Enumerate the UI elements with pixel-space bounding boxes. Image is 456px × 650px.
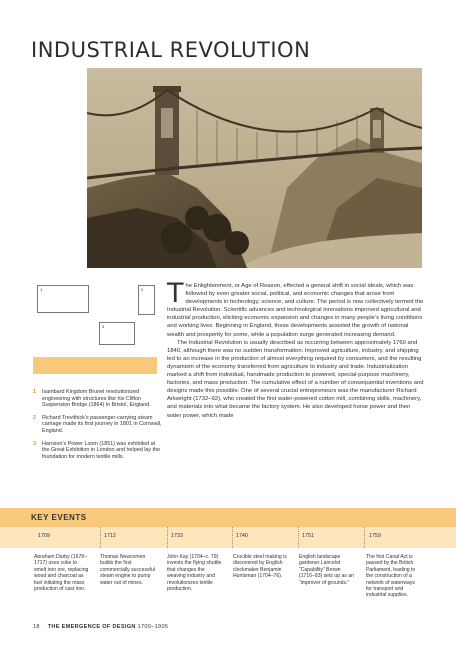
caption-text: Harrison’s Power Loom (1851) was exhibited at the Great Exhibition in London and helped lay the foundation for modern textile mills. xyxy=(42,440,161,460)
caption-item xyxy=(33,389,163,409)
key-event-text: The first Canal Act is passed by the British Parliament, leading to the construction of a network of waterways for transport and industrial supplies. xyxy=(366,554,416,599)
caption-text: Richard Trevithick’s passenger-carrying steam carriage made its first journey in 1801 in Cornwall, England. xyxy=(42,414,162,434)
caption-item xyxy=(33,415,163,435)
locator-box-2 xyxy=(138,285,155,315)
locator-box-3 xyxy=(99,322,135,345)
page-footer xyxy=(33,624,168,630)
key-event-year: 1740 xyxy=(236,533,248,539)
key-event-year: 1759 xyxy=(369,533,381,539)
key-event-separator xyxy=(298,527,299,548)
key-event-separator xyxy=(232,527,233,548)
caption-number: 3 xyxy=(33,440,36,447)
key-event-year: 1751 xyxy=(302,533,314,539)
caption-number: 1 xyxy=(33,389,36,395)
bridge-photo xyxy=(87,68,422,268)
key-event-separator xyxy=(364,527,365,548)
article-body xyxy=(167,278,424,420)
section-years: 1700–1905 xyxy=(137,624,169,630)
caption-list xyxy=(33,389,163,466)
key-event-year: 1733 xyxy=(171,533,183,539)
clifton-suspension-bridge-photo xyxy=(87,68,422,268)
locator-number: 3 xyxy=(102,324,105,329)
paragraph-1-text: he Enlightenment, or Age of Reason, effected a general shift in social ideals, which was followed by even greater social, political, and economic changes that arose from developments in technology, science, and culture. The period is now collectively termed the Industrial Revolution. Scientific advances and technological innovations improved agricultural and industrial production, eliciting economic expansion and changes in many people’s living conditions and working lives. Beginning in England, these developments assisted the growth of national wealth and prosperity for some, while a population surge generated increasing demand. xyxy=(167,283,424,338)
locator-number: 1 xyxy=(40,287,43,292)
paragraph-2: The Industrial Revolution is usually described as occurring between approximately 1760 and 1840, although there was no sudden transformation. Improved agriculture, industry, and shipping led to an increase in the production of almost everything required by consumers, and the resulting dynamism of the economy transferred from agriculture to industry and trade. Industrialization marked a shift from individual, handmade production to powered, special-purpose machinery, factories, and mass production. The cumulative effect of a number of consequential inventions and designs made this possible. One of several crucial entrepreneurs was the manufacturer Richard Arkwright (1732–92), who created the first water-powered cotton mill, combining skills, machinery, and materials into what became the factory system. He also developed horse power and then water power, which made xyxy=(167,339,424,419)
locator-box-1 xyxy=(37,285,89,313)
drop-cap: T xyxy=(167,278,184,309)
key-events-heading: KEY EVENTS xyxy=(31,513,87,522)
key-event-text: Thomas Newcomen builds the first commercially successful steam engine to pump water out of mines. xyxy=(100,554,155,586)
key-event-year: 1709 xyxy=(38,533,50,539)
paragraph-1 xyxy=(167,278,424,339)
key-event-text: Crucible steel making is discovered by English clockmaker Benjamin Huntsman (1704–76). xyxy=(233,554,287,580)
page-number: 18 xyxy=(33,624,40,630)
caption-item xyxy=(33,441,163,461)
caption-number: 2 xyxy=(33,414,36,421)
key-event-year: 1712 xyxy=(104,533,116,539)
caption-divider-bar xyxy=(33,357,157,374)
section-name: THE EMERGENCE OF DESIGN xyxy=(47,624,136,630)
key-event-separator xyxy=(100,527,101,548)
key-event-separator xyxy=(167,527,168,548)
caption-text: Isambard Kingdom Brunel revolutionized engineering with structures like his Clifton Suspension Bridge (1864) in Bristol, England. xyxy=(42,389,151,409)
locator-number: 2 xyxy=(141,287,144,292)
page-title: INDUSTRIAL REVOLUTION xyxy=(31,38,311,62)
key-event-text: English landscape gardener Lancelot “Capability” Brown (1716–83) sets up as an “improver of grounds.” xyxy=(299,554,354,586)
key-event-text: Abraham Darby (1678–1717) uses coke to smelt iron ore, replacing wood and charcoal as fuel initiating the mass production of cast iron. xyxy=(34,554,89,593)
key-event-text: John Kay (1704–c. 79) invents the flying shuttle that changes the weaving industry and revolutionizes textile production. xyxy=(167,554,222,593)
key-events-year-strip xyxy=(0,527,456,548)
